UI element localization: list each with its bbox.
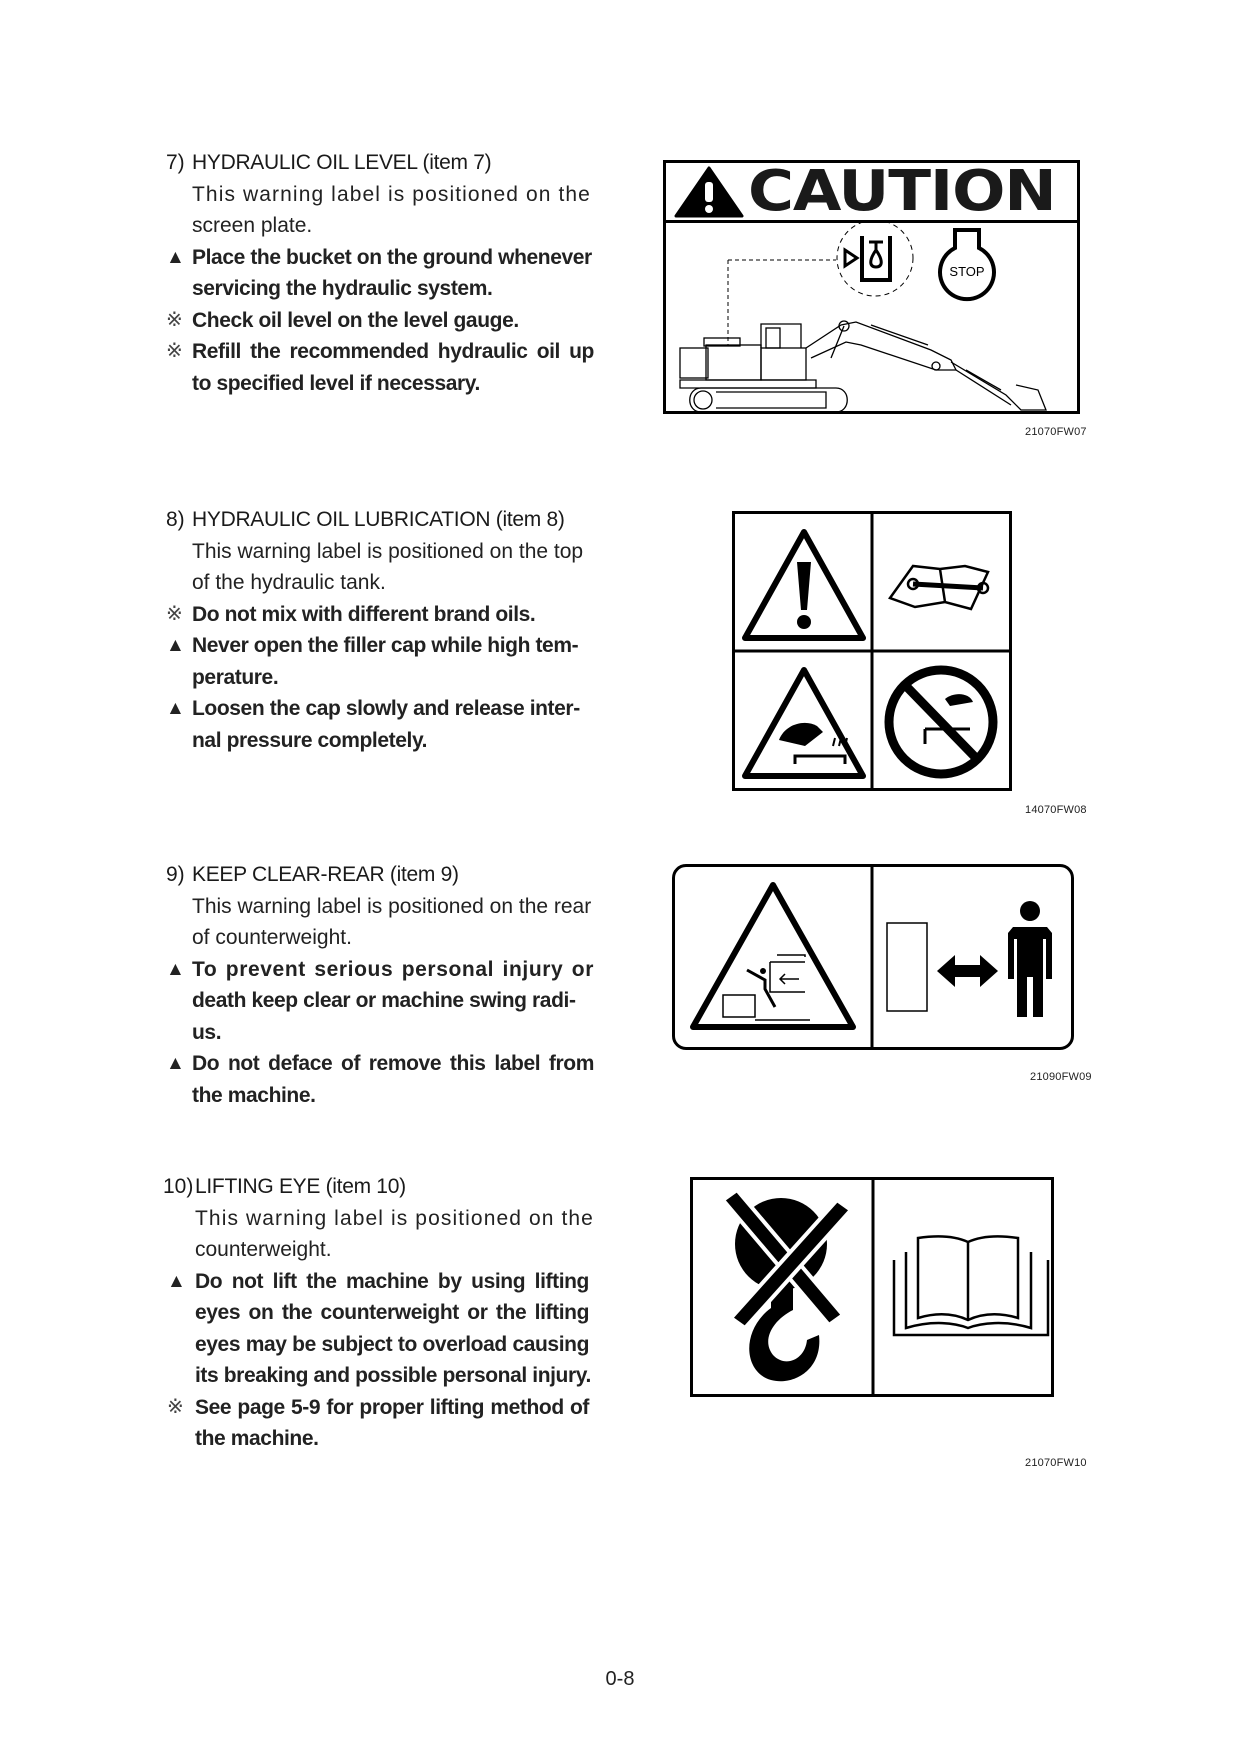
section-item-ref: (item 10) — [325, 1175, 406, 1198]
section-number: 10) — [163, 1175, 194, 1198]
keep-distance-icon — [887, 901, 1052, 1017]
section-item-ref: (item 9) — [389, 863, 459, 886]
bullet-line: ▲ Never open the filler cap while high tem- — [166, 630, 594, 662]
warning-triangle-icon — [674, 166, 744, 218]
no-open-cap-icon — [889, 670, 993, 774]
position-text: of the hydraulic tank. — [192, 571, 386, 594]
manual-wrench-icon — [890, 566, 988, 609]
excavator-diagram — [666, 220, 1077, 411]
engine-stop-icon — [940, 230, 994, 299]
section-title: HYDRAULIC OIL LEVEL — [192, 151, 417, 174]
bullet-line: the machine. — [192, 1083, 316, 1107]
bullet-line: eyes may be subject to overload causing — [195, 1332, 589, 1356]
read-manual-icon — [894, 1236, 1048, 1335]
bullet-line: us. — [192, 1020, 222, 1044]
position-text: This warning label is positioned on the — [195, 1206, 594, 1230]
lubrication-label — [732, 511, 1012, 791]
bullet-line: death keep clear or machine swing radi- — [192, 989, 576, 1012]
bullet-line: to specified level if necessary. — [192, 371, 480, 395]
bullet-line: ※ See page 5-9 for proper lifting method of — [163, 1392, 594, 1424]
section-number: 7) — [166, 151, 185, 174]
bullet-line: nal pressure completely. — [192, 728, 428, 752]
section-heading — [163, 1171, 594, 1203]
position-text: screen plate. — [192, 214, 313, 237]
person-icon — [1008, 901, 1052, 1017]
keep-clear-label — [672, 864, 1074, 1050]
bullet-line: ▲ Do not lift the machine by using lifting — [163, 1266, 594, 1298]
reference-mark-icon: ※ — [166, 308, 183, 331]
position-text: counterweight. — [195, 1238, 332, 1261]
section-title: LIFTING EYE — [195, 1175, 321, 1198]
reference-mark-icon: ※ — [166, 340, 183, 362]
reference-mark-icon: ※ — [167, 1395, 184, 1418]
bullet-line: the machine. — [195, 1427, 319, 1450]
section-lifting-eye — [163, 1171, 594, 1455]
bullet-line: its breaking and possible personal injury. — [195, 1364, 591, 1387]
warning-triangle-icon: ▲ — [166, 958, 185, 980]
bullet-line: ※ Refill the recommended hydraulic oil up — [166, 336, 594, 368]
section-heading — [166, 504, 594, 536]
bullet-line: perature. — [192, 665, 279, 689]
label-code: 14070FW08 — [1025, 804, 1087, 816]
swing-crush-hazard-icon — [693, 885, 853, 1027]
bullet-line: ※ Check oil level on the level gauge. — [166, 305, 594, 337]
section-number: 9) — [166, 863, 185, 886]
label-code: 21070FW07 — [1025, 426, 1087, 438]
section-heading — [166, 859, 594, 891]
warning-triangle-icon: ▲ — [166, 1053, 185, 1074]
position-text: of counterweight. — [192, 926, 352, 949]
warning-triangle-icon: ▲ — [166, 635, 185, 656]
hot-surface-hand-icon — [745, 670, 863, 776]
label-code: 21070FW10 — [1025, 1457, 1087, 1469]
caution-title: CAUTION — [748, 159, 1056, 224]
position-text: This warning label is positioned on the — [192, 182, 591, 206]
section-item-ref: (item 7) — [422, 151, 492, 174]
position-text: This warning label is positioned on the rear — [192, 894, 592, 918]
caution-header — [666, 159, 1077, 224]
bullet-line: ▲ Place the bucket on the ground whenever — [166, 242, 594, 274]
warning-triangle-icon: ▲ — [166, 246, 185, 268]
label-code: 21090FW09 — [1030, 1071, 1092, 1083]
position-text: This warning label is positioned on the top — [192, 539, 584, 563]
bullet-line: ▲ To prevent serious personal injury or — [166, 954, 594, 986]
general-warning-icon — [745, 532, 863, 638]
bullet-line: ▲ Do not deface of remove this label from — [166, 1048, 594, 1080]
warning-triangle-icon: ▲ — [167, 1270, 186, 1292]
bullet-line: ▲ Loosen the cap slowly and release inter- — [166, 693, 594, 725]
section-hydraulic-oil-level — [166, 147, 594, 399]
section-title: HYDRAULIC OIL LUBRICATION — [192, 508, 491, 531]
excavator-icon — [674, 321, 1046, 411]
page-number: 0-8 — [605, 1668, 635, 1690]
section-keep-clear-rear — [166, 859, 594, 1111]
reference-mark-icon: ※ — [166, 602, 183, 625]
oil-level-icon — [837, 220, 913, 296]
bullet-line: ※ Do not mix with different brand oils. — [166, 599, 594, 631]
bullet-line: eyes on the counterweight or the lifting — [195, 1301, 589, 1324]
section-number: 8) — [166, 508, 185, 531]
lifting-eye-label — [690, 1177, 1054, 1397]
no-lifting-hook-icon — [723, 1190, 851, 1381]
bullet-line: servicing the hydraulic system. — [192, 277, 493, 300]
caution-label — [663, 160, 1080, 414]
section-hydraulic-oil-lubrication — [166, 504, 594, 756]
svg-text:STOP: STOP — [949, 264, 985, 279]
section-heading — [166, 147, 594, 179]
section-item-ref: (item 8) — [495, 508, 565, 531]
warning-triangle-icon: ▲ — [166, 698, 185, 719]
section-title: KEEP CLEAR-REAR — [192, 863, 385, 886]
